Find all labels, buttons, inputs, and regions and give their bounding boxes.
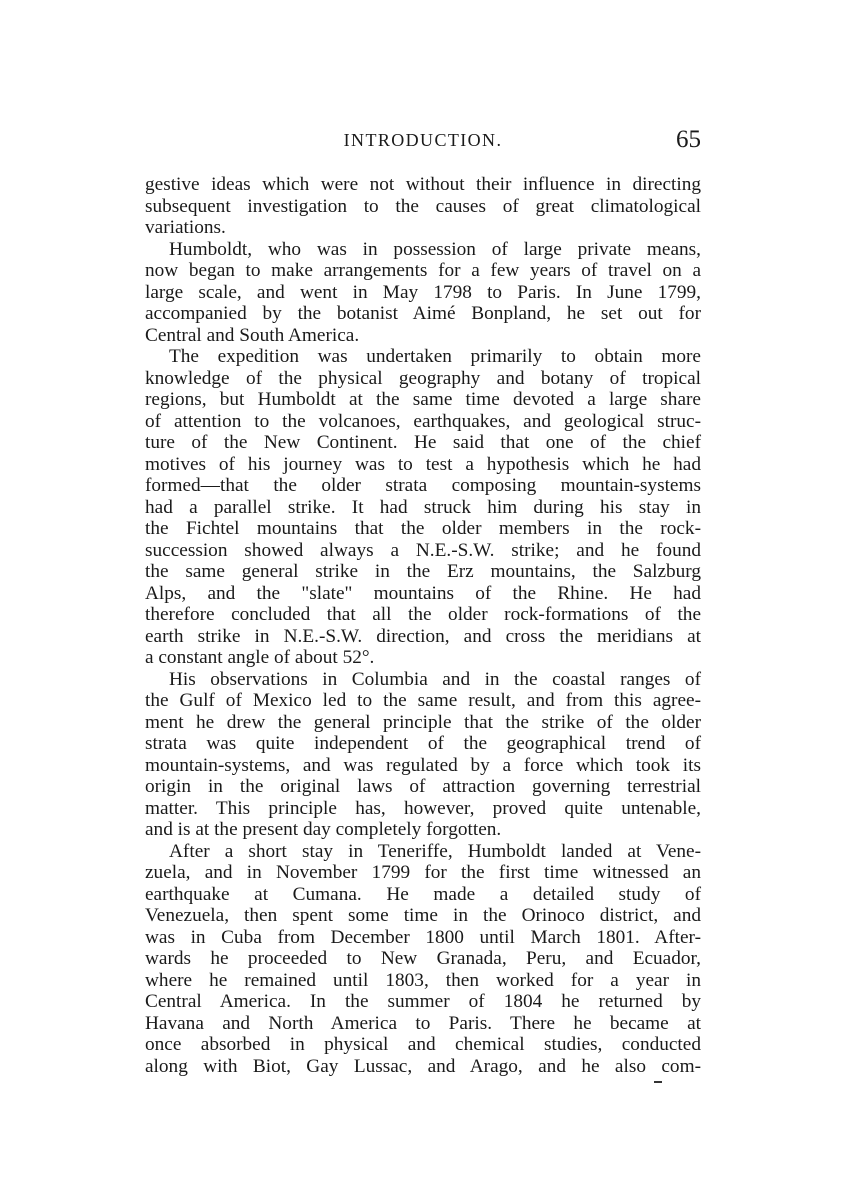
text-line: therefore concluded that all the older rock-formations of the [145,604,701,625]
text-line: His observations in Columbia and in the coastal ranges of [169,668,701,690]
text-line: After a short stay in Teneriffe, Humboldt landed at Vene- [169,840,701,862]
text-line: matter. This principle has, however, proved quite untenable, [145,797,701,819]
text-line: along with Biot, Gay Lussac, and Arago, and he also com- [145,1055,701,1077]
text-line: Venezuela, then spent some time in the Orinoco district, and [145,905,701,926]
text-line: where he remained until 1803, then worked for a year in [145,969,701,991]
text-line: origin in the original laws of attraction governing terrestrial [145,776,701,797]
text-line: mountain-systems, and was regulated by a force which took its [145,754,701,776]
text-line: a constant angle of about 52°. [145,647,375,668]
text-line: accompanied by the botanist Aimé Bonpland, he set out for [145,303,701,324]
text-line: of attention to the volcanoes, earthquakes, and geological struc- [145,410,701,432]
text-line: the Gulf of Mexico led to the same result, and from this agree- [145,690,701,711]
text-line: subsequent investigation to the causes of great climatological [145,195,701,217]
text-line: Central America. In the summer of 1804 he returned by [145,991,701,1012]
text-line: motives of his journey was to test a hypothesis which he had [145,453,701,475]
running-head [145,128,701,158]
paragraph [145,841,701,1078]
text-line: earth strike in N.E.-S.W. direction, and cross the meridians at [145,625,701,647]
text-line: the same general strike in the Erz mountains, the Salzburg [145,561,701,582]
text-line: succession showed always a N.E.-S.W. strike; and he found [145,539,701,561]
text-line: gestive ideas which were not without their influence in directing [145,174,701,195]
print-mark [654,1081,662,1083]
paragraph [145,174,701,239]
text-line: earthquake at Cumana. He made a detailed study of [145,883,701,905]
paragraph [145,669,701,841]
text-line: Alps, and the "slate" mountains of the Rhine. He had [145,582,701,604]
text-line: strata was quite independent of the geographical trend of [145,733,701,754]
paragraph [145,239,701,347]
text-line: wards he proceeded to New Granada, Peru, and Ecuador, [145,948,701,969]
text-line: The expedition was undertaken primarily to obtain more [169,346,701,367]
text-line: formed—that the older strata composing mountain-systems [145,475,701,496]
running-title: INTRODUCTION. [343,130,503,150]
text-line: Humboldt, who was in possession of large private means, [169,238,701,260]
text-line: zuela, and in November 1799 for the first time witnessed an [145,862,701,883]
text-line: and is at the present day completely forgotten. [145,819,502,840]
page-number: 65 [676,126,701,153]
text-line: Havana and North America to Paris. There he became at [145,1012,701,1034]
body-text [145,174,701,1077]
text-line: had a parallel strike. It had struck him during his stay in [145,496,701,518]
text-line: Central and South America. [145,324,360,346]
text-line: ture of the New Continent. He said that one of the chief [145,432,701,453]
text-line: ment he drew the general principle that the strike of the older [145,711,701,733]
text-line: now began to make arrangements for a few years of travel on a [145,260,701,281]
text-line: variations. [145,217,226,238]
text-line: the Fichtel mountains that the older members in the rock- [145,518,701,539]
text-line: regions, but Humboldt at the same time devoted a large share [145,389,701,410]
text-line: large scale, and went in May 1798 to Paris. In June 1799, [145,281,701,303]
text-line: once absorbed in physical and chemical studies, conducted [145,1034,701,1055]
paragraph [145,346,701,669]
text-line: knowledge of the physical geography and botany of tropical [145,367,701,389]
text-line: was in Cuba from December 1800 until March 1801. After- [145,926,701,948]
